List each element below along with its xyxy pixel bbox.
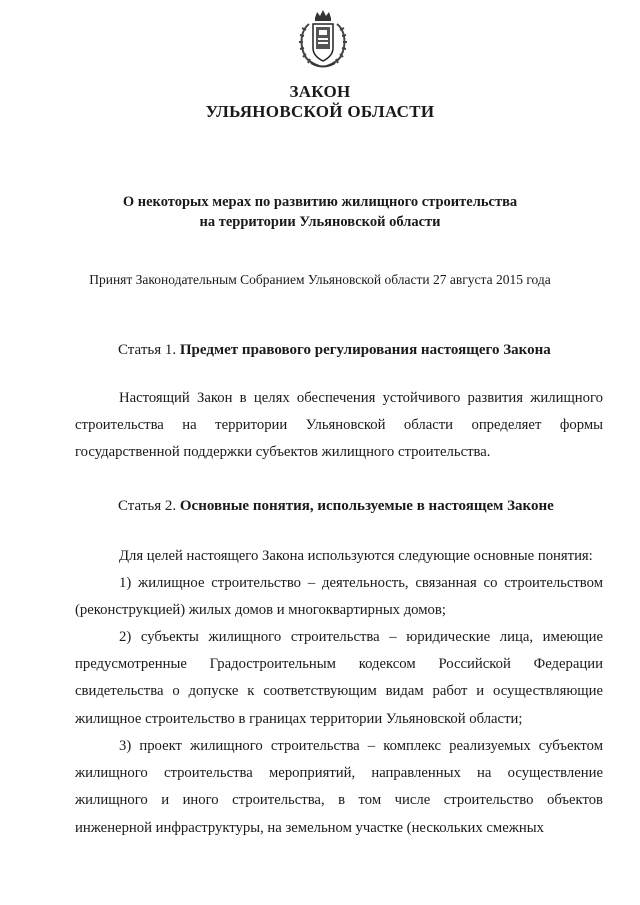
title-line-2: на территории Ульяновской области xyxy=(199,214,441,230)
header-law: ЗАКОН xyxy=(289,82,351,101)
adoption-note: Принят Законодательным Собранием Ульяновской области 27 августа 2015 года xyxy=(89,272,551,287)
document-header xyxy=(0,82,640,122)
article-2-item-2 xyxy=(75,624,603,733)
article-2-item-3-text: 3) проект жилищного строительства – комплекс реализуемых субъектом жилищного строительства мероприятий, направленных на осуществление жилищного и иного строительства, в том числе строительство объектов инженерной инфраструктуры, на земельном участке (нескольких смежных xyxy=(75,738,603,836)
header-region: УЛЬЯНОВСКОЙ ОБЛАСТИ xyxy=(205,102,435,121)
article-2-item-1-text: 1) жилищное строительство – деятельность, связанная со строительством (реконструкцией) жилых домов и многоквартирных домов; xyxy=(75,575,603,619)
document-title xyxy=(0,192,640,232)
article-2-intro xyxy=(75,543,603,570)
article-2-item-2-text: 2) субъекты жилищного строительства – юридические лица, имеющие предусмотренные Градостроительным кодексом Российской Федерации свидетельства о допуске к соответствующим видам работ и осуществляющие жилищное строительство в границах территории Ульяновской области; xyxy=(75,629,603,727)
coat-of-arms-emblem xyxy=(297,8,349,70)
title-line-1: О некоторых мерах по развитию жилищного строительства xyxy=(122,194,518,210)
article-2-intro-text: Для целей настоящего Закона используются следующие основные понятия: xyxy=(119,548,593,564)
article-2-item-1 xyxy=(75,570,603,624)
article-1-text: Настоящий Закон в целях обеспечения устойчивого развития жилищного строительства на территории Ульяновской области определяет формы государственной поддержки субъектов жилищного строительства. xyxy=(75,390,603,461)
article-2-heading xyxy=(118,496,554,516)
article-2-prefix: Статья 2. xyxy=(118,498,180,514)
article-2-title: Основные понятия, используемые в настоящем Законе xyxy=(179,498,554,514)
article-1-title: Предмет правового регулирования настоящего Закона xyxy=(179,342,551,358)
article-1-paragraph xyxy=(75,385,603,467)
article-1-prefix: Статья 1. xyxy=(118,342,180,358)
article-2-item-3 xyxy=(75,733,603,842)
article-1-heading xyxy=(118,340,551,360)
